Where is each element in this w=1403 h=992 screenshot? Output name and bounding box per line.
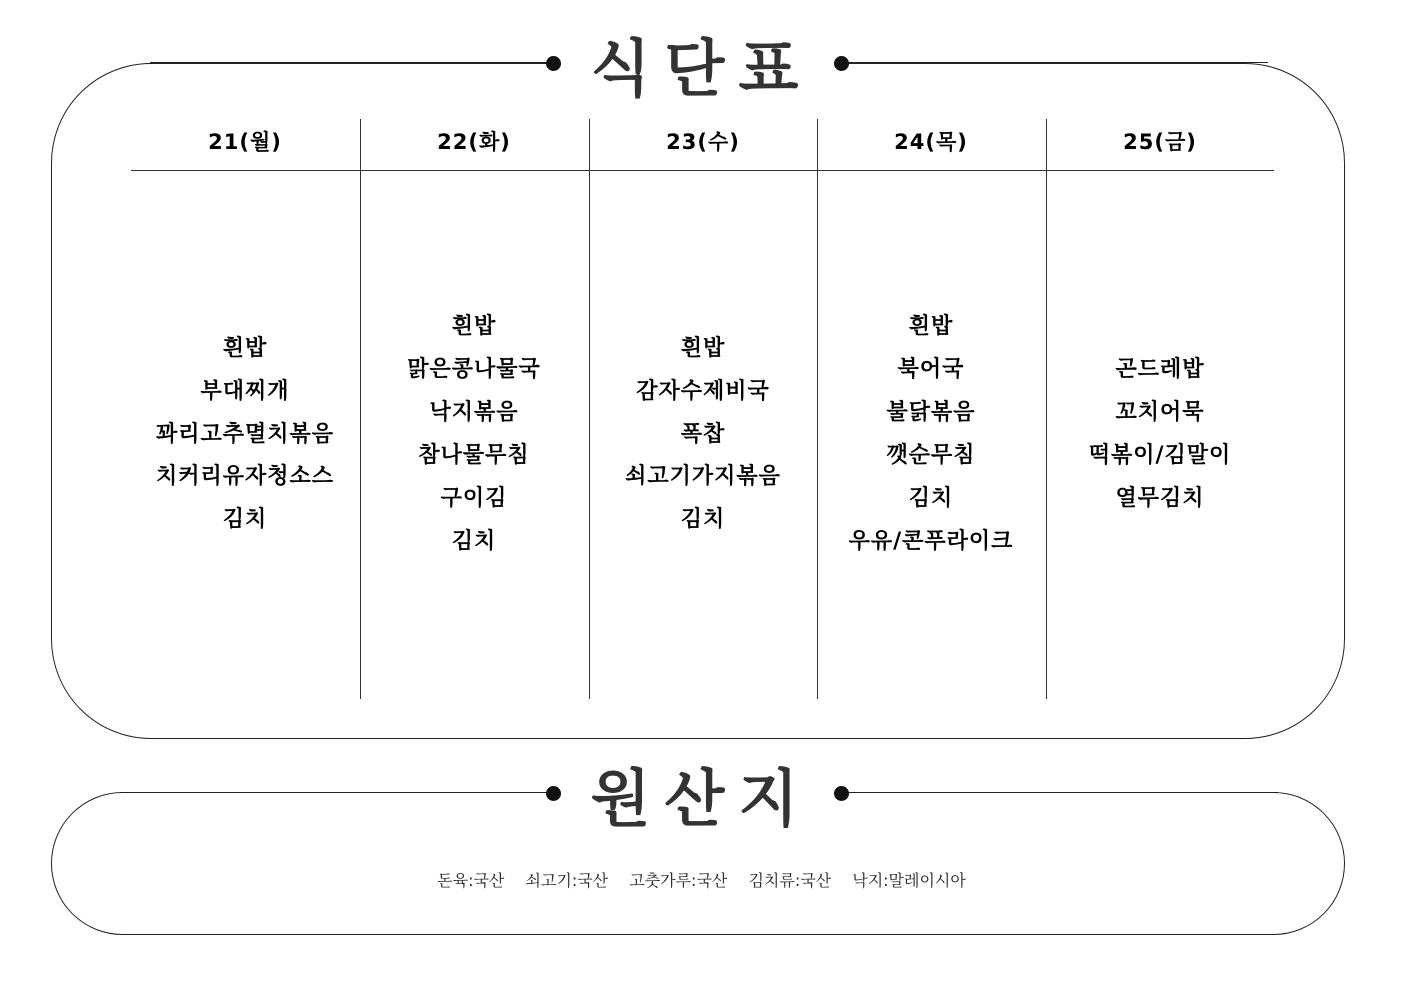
menu-item: 김치	[908, 485, 954, 511]
day-menu-thu	[817, 172, 1045, 698]
menu-item: 부대찌개	[200, 378, 290, 404]
menu-item: 쇠고기가지볶음	[625, 464, 781, 490]
menu-item: 폭찹	[680, 421, 726, 447]
origin-item: 돈육:국산	[437, 871, 505, 890]
menu-item: 흰밥	[680, 335, 726, 361]
origin-title: 원산지	[590, 762, 813, 835]
menu-item: 꽈리고추멸치볶음	[155, 421, 335, 447]
day-menu-wed	[589, 172, 817, 698]
day-menu-tue	[360, 172, 588, 698]
origin-item: 낙지:말레이시아	[852, 871, 966, 890]
menu-item: 곤드레밥	[1115, 357, 1205, 383]
menu-item: 흰밥	[222, 335, 268, 361]
menu-title: 식단표	[590, 32, 813, 105]
day-header-fri: 25(금)	[1123, 130, 1197, 154]
day-header-thu: 24(목)	[894, 130, 968, 154]
menu-item: 열무김치	[1115, 485, 1205, 511]
day-header-wed: 23(수)	[666, 130, 740, 154]
menu-item: 맑은콩나물국	[407, 357, 541, 383]
menu-item: 치커리유자청소스	[155, 464, 335, 490]
menu-item: 불닭볶음	[886, 400, 976, 426]
origin-item: 고춧가루:국산	[629, 871, 728, 890]
header-divider	[131, 170, 1274, 171]
day-header-tue: 22(화)	[437, 130, 511, 154]
day-menu-mon	[131, 172, 359, 698]
menu-item: 우유/콘푸라이크	[848, 528, 1014, 554]
origin-list	[0, 868, 1403, 891]
menu-item: 깻순무침	[886, 443, 976, 468]
menu-item: 김치	[222, 507, 268, 533]
menu-item: 꼬치어묵	[1115, 400, 1205, 426]
day-menu-fri	[1046, 172, 1274, 698]
menu-item: 떡볶이/김말이	[1088, 443, 1232, 468]
menu-item: 감자수제비국	[636, 378, 770, 404]
menu-item: 구이김	[440, 485, 508, 511]
menu-item: 김치	[451, 528, 497, 554]
day-header-mon: 21(월)	[208, 130, 282, 154]
menu-item: 흰밥	[451, 314, 497, 340]
menu-item: 북어국	[897, 357, 965, 383]
menu-item: 흰밥	[908, 314, 954, 340]
menu-item: 참나물무침	[418, 443, 530, 468]
menu-item: 낙지볶음	[429, 400, 519, 426]
menu-item: 김치	[680, 507, 726, 533]
origin-item: 김치류:국산	[748, 871, 832, 890]
origin-item: 쇠고기:국산	[525, 871, 609, 890]
